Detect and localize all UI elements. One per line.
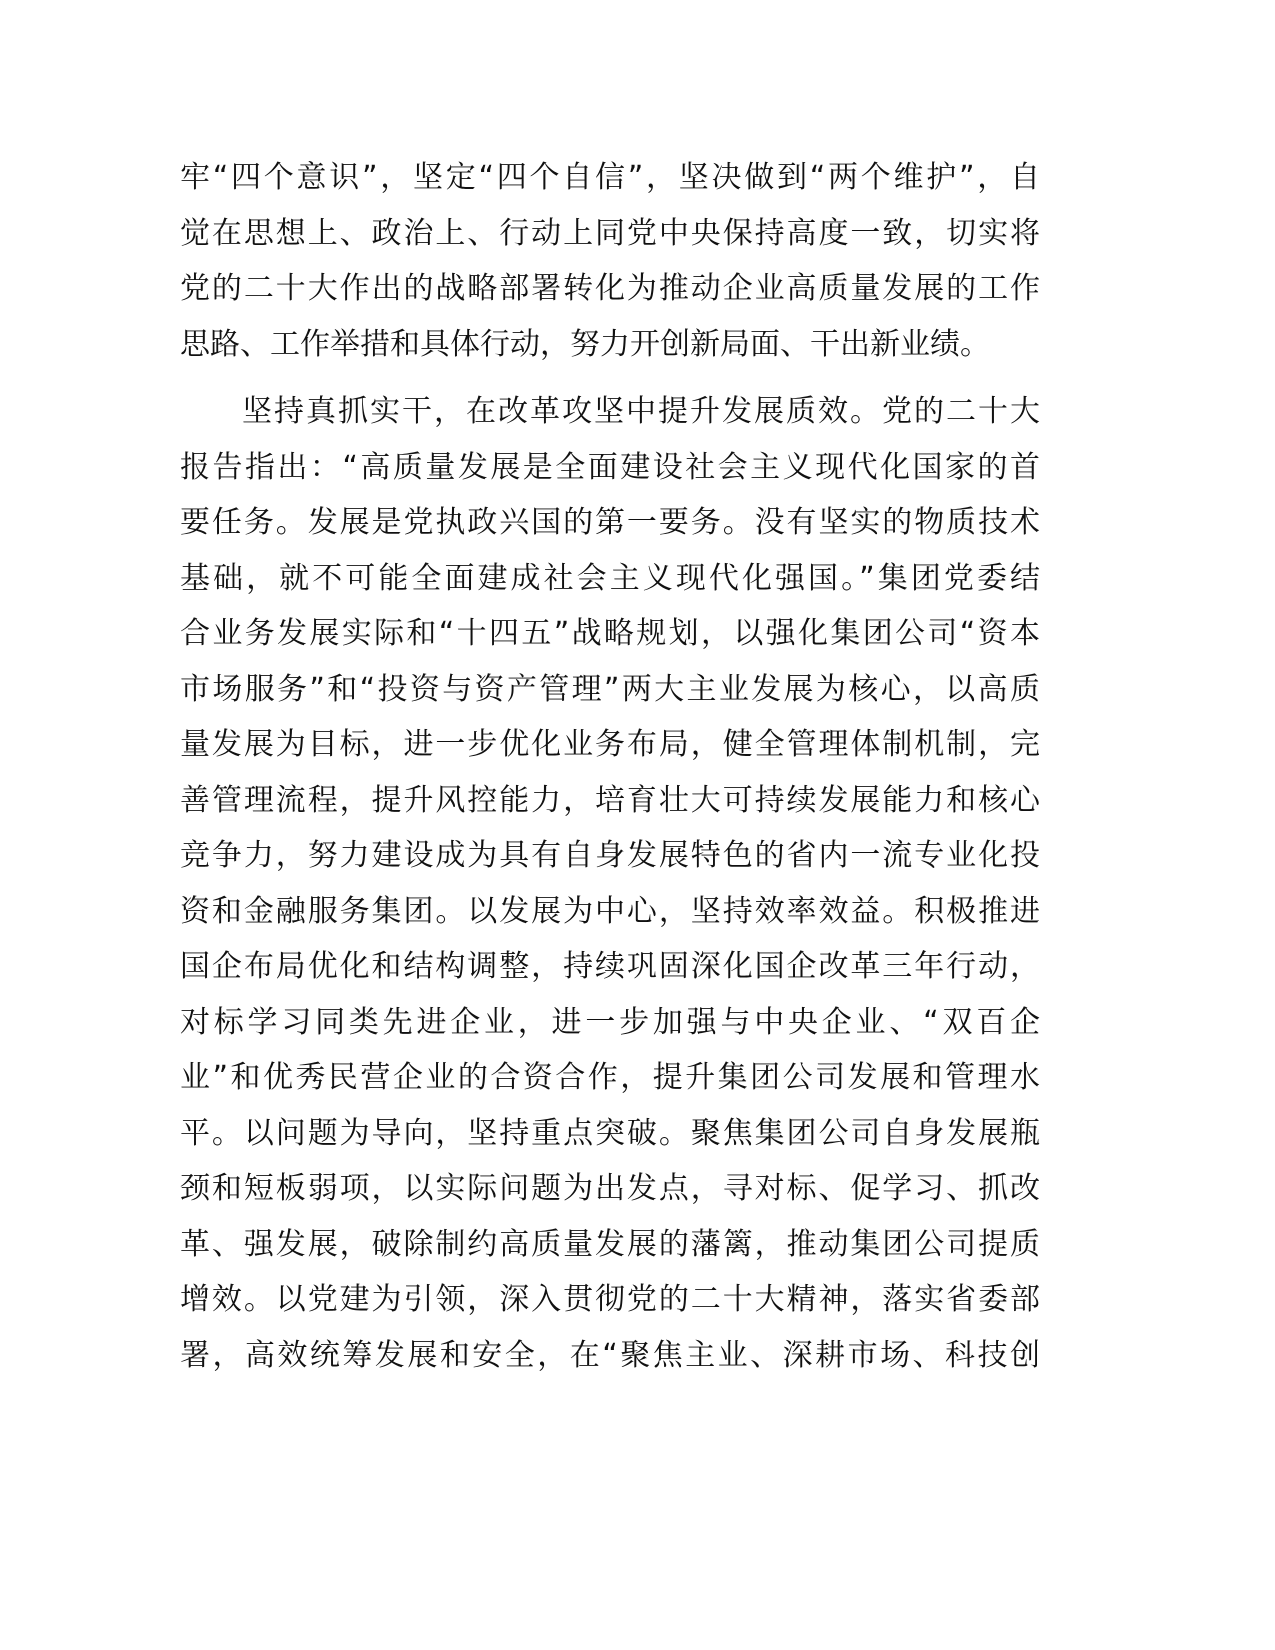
text-line: 量发展为目标，进一步优化业务布局，健全管理体制机制，完 (180, 727, 1040, 762)
text-line: 资和金融服务集团。以发展为中心，坚持效率效益。积极推进 (180, 893, 1040, 929)
text-line: 增效。以党建为引领，深入贯彻党的二十大精神，落实省委部 (180, 1282, 1040, 1317)
paragraph-continuation (180, 150, 1040, 372)
text-line: 竞争力，努力建设成为具有自身发展特色的省内一流专业化投 (180, 838, 1040, 873)
text-line: 思路、工作举措和具体行动，努力开创新局面、干出新业绩。 (180, 326, 990, 362)
text-line: 平。以问题为导向，坚持重点突破。聚焦集团公司自身发展瓶 (180, 1115, 1040, 1151)
text-line: 觉在思想上、政治上、行动上同党中央保持高度一致，切实将 (180, 215, 1040, 251)
text-line: 国企布局优化和结构调整，持续巩固深化国企改革三年行动， (180, 949, 1040, 984)
text-line: 对标学习同类先进企业，进一步加强与中央企业、“双百企 (180, 1004, 1040, 1040)
text-line: 牢“四个意识”，坚定“四个自信”，坚决做到“两个维护”，自 (180, 160, 1040, 195)
text-line: 颈和短板弱项，以实际问题为出发点，寻对标、促学习、抓改 (180, 1171, 1040, 1206)
text-line: 市场服务”和“投资与资产管理”两大主业发展为核心，以高质 (180, 671, 1040, 707)
paragraph-main (180, 384, 1040, 1383)
text-line: 业”和优秀民营企业的合资合作，提升集团公司发展和管理水 (180, 1060, 1040, 1095)
text-line: 党的二十大作出的战略部署转化为推动企业高质量发展的工作 (180, 271, 1040, 306)
text-line: 要任务。发展是党执政兴国的第一要务。没有坚实的物质技术 (180, 505, 1040, 540)
text-line: 善管理流程，提升风控能力，培育壮大可持续发展能力和核心 (180, 782, 1040, 818)
text-line: 革、强发展，破除制约高质量发展的藩篱，推动集团公司提质 (180, 1226, 1040, 1262)
text-line: 合业务发展实际和“十四五”战略规划，以强化集团公司“资本 (180, 616, 1040, 651)
text-line: 基础，就不可能全面建成社会主义现代化强国。”集团党委结 (180, 560, 1040, 596)
text-line: 署，高效统筹发展和安全，在“聚焦主业、深耕市场、科技创 (180, 1337, 1040, 1373)
text-line: 坚持真抓实干，在改革攻坚中提升发展质效。党的二十大 (242, 394, 1040, 429)
text-line: 报告指出：“高质量发展是全面建设社会主义现代化国家的首 (180, 449, 1040, 485)
